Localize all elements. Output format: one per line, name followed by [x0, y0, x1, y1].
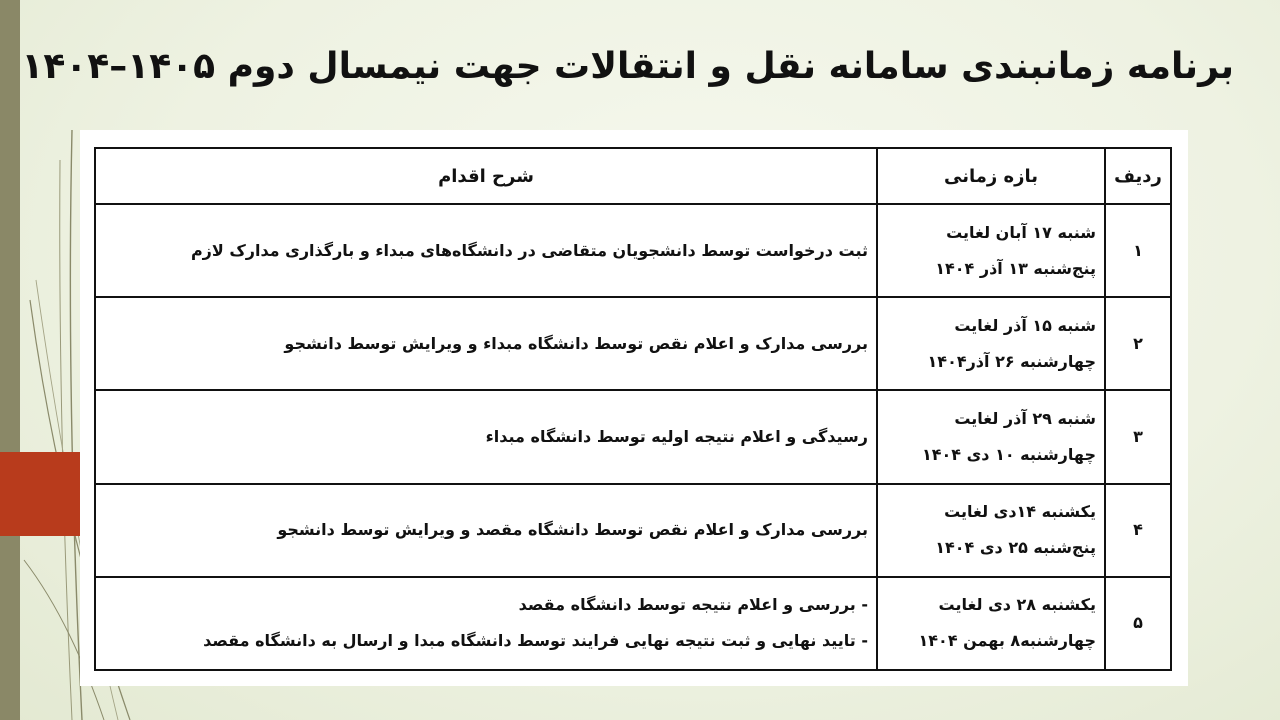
table-header-row — [95, 148, 1171, 204]
description-line: رسیدگی و اعلام نتیجه اولیه توسط دانشگاه مبداء — [485, 426, 868, 446]
period-start: شنبه ۱۵ آذر لغایت — [954, 315, 1096, 335]
description-line: بررسی مدارک و اعلام نقص توسط دانشگاه مقصد و ویرایش توسط دانشجو — [277, 520, 868, 540]
period-end: چهارشنبه۸ بهمن ۱۴۰۴ — [918, 631, 1096, 651]
description-cell — [95, 204, 877, 297]
period-end: چهارشنبه ۱۰ دی ۱۴۰۴ — [922, 444, 1096, 464]
period-start: شنبه ۲۹ آذر لغایت — [954, 408, 1096, 428]
schedule-table — [94, 147, 1172, 671]
row-number: ۱ — [1105, 204, 1171, 297]
period-start: یکشنبه ۲۸ دی لغایت — [938, 595, 1096, 615]
period-start: شنبه ۱۷ آبان لغایت — [946, 222, 1096, 242]
table-row — [95, 390, 1171, 483]
table-row — [95, 204, 1171, 297]
row-number: ۳ — [1105, 390, 1171, 483]
description-cell — [95, 484, 877, 577]
period-end: چهارشنبه ۲۶ آذر۱۴۰۴ — [927, 351, 1096, 371]
table-panel — [80, 130, 1188, 686]
table-row — [95, 484, 1171, 577]
time-period-cell — [877, 484, 1105, 577]
description-line: - تایید نهایی و ثبت نتیجه نهایی فرایند توسط دانشگاه مبدا و ارسال به دانشگاه مقصد — [203, 631, 868, 651]
table-row — [95, 577, 1171, 670]
description-cell — [95, 297, 877, 390]
description-cell — [95, 577, 877, 670]
period-start: یکشنبه ۱۴دی لغایت — [944, 502, 1096, 522]
description-line: - بررسی و اعلام نتیجه توسط دانشگاه مقصد — [518, 595, 868, 615]
header-time-period: بازه زمانی — [877, 148, 1105, 204]
row-number: ۴ — [1105, 484, 1171, 577]
accent-block — [0, 452, 80, 536]
description-line: بررسی مدارک و اعلام نقص توسط دانشگاه مبداء و ویرایش توسط دانشجو — [284, 333, 868, 353]
time-period-cell — [877, 577, 1105, 670]
description-line: ثبت درخواست توسط دانشجویان متقاضی در دانشگاه‌های مبداء و بارگذاری مدارک لازم — [190, 240, 868, 260]
description-cell — [95, 390, 877, 483]
header-action-description: شرح اقدام — [95, 148, 877, 204]
time-period-cell — [877, 297, 1105, 390]
header-row-number: ردیف — [1105, 148, 1171, 204]
table-row — [95, 297, 1171, 390]
time-period-cell — [877, 390, 1105, 483]
row-number: ۵ — [1105, 577, 1171, 670]
period-end: پنج‌شنبه ۱۳ آذر ۱۴۰۴ — [935, 258, 1096, 278]
slide-title: برنامه زمانبندی سامانه نقل و انتقالات جهت نیمسال دوم ۱۴۰۵–۱۴۰۴ — [21, 46, 1234, 87]
row-number: ۲ — [1105, 297, 1171, 390]
period-end: پنج‌شنبه ۲۵ دی ۱۴۰۴ — [935, 538, 1096, 558]
time-period-cell — [877, 204, 1105, 297]
